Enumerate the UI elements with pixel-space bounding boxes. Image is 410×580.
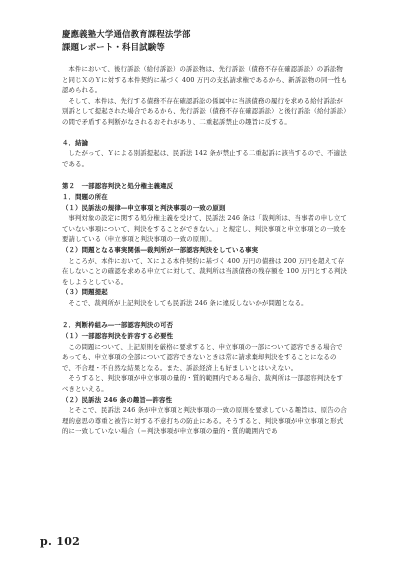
header-university: 慶應義塾大学通信教育課程法学部	[62, 29, 191, 39]
subsection-heading: （１）一部認容判決を許容する必要性	[62, 332, 174, 341]
subsection-heading: （１）民訴法の規律―申立事項と判決事項の一致の原則	[62, 203, 226, 212]
subsection-heading: （３）問題提起	[62, 288, 108, 297]
body-paragraph: そうすると、判決事項が申立事項の量的・質的範囲内である場合、裁判所は一部認容判決をすべきといえる。	[62, 374, 344, 394]
body-paragraph: この問題について、上記原則を厳格に要求すると、申立事項の一部について認容できる場合であっても、申立事項の全部について認容できないときは常に請求棄却判決をすることになるので、不合理・不自然な結果となる。また、訴訟経済上も好ましいとはいえない。	[62, 342, 343, 372]
subsection-heading: （２）問題となる事実関係―裁判所が一部認容判決をしている事実	[62, 245, 259, 254]
document-body	[62, 64, 348, 437]
chapter-heading: 第２ 一部認容判決と処分権主義違反	[62, 182, 174, 191]
body-paragraph: したがって、Ｙによる別訴提起は、民訴法 142 条が禁止する二重起訴に該当するので、不適法である。	[62, 149, 347, 168]
page-number: p. 102	[40, 535, 81, 548]
body-paragraph: ところが、本件において、Ｘによる本件契約に基づく 400 万円の債務は 200 万円を超えて存在しないことの確認を求める申立てに対して、裁判所は当該債務の残存額を 100 万円とする判決をしようとしている。	[62, 256, 348, 286]
section-heading: ２．判断枠組み―一部認容判決の可否	[62, 321, 174, 330]
document-header	[62, 28, 191, 54]
body-paragraph: とそこで、民訴法 246 条が申立事項と判決事項の一致の原則を要求している趣旨は、原告の合理的意思の尊重と被告に対する不意打ちの防止にある。そうすると、判決事項が申立事項と形式的に一致していない場合（＝判決事項が申立事項の量的・質的範囲内であ	[62, 406, 347, 436]
section-heading: １．問題の所在	[62, 192, 108, 201]
body-paragraph: そこで、裁判所が上記判決をしても民訴法 246 条に違反しないかが問題となる。	[68, 298, 308, 307]
body-paragraph: そして、本件は、先行する債務不存在確認訴訟の係属中に当該債務の履行を求める給付訴訟が別訴として提起された場合であるから、先行訴訟（債務不存在確認訴訟）と後行訴訟（給付訴訟）の間で矛盾する判断がなされるおそれがあり、二重起訴禁止の趣旨に反する。	[62, 96, 347, 126]
subsection-heading: （２）民訴法 246 条の趣旨―許容性	[62, 395, 173, 404]
body-paragraph: 本件において、後行訴訟（給付訴訟）の訴訟物は、先行訴訟（債務不存在確認訴訟）の訴訟物と同じＸのＹに対する本件契約に基づく 400 万円の支払請求権であるから、新訴訟物の同一性も認められる。	[62, 65, 348, 95]
section-heading: ４．結論	[62, 138, 89, 147]
body-paragraph: 事判対象の設定に関する処分権主義を受けて、民訴法 246 条は「裁判所は、当事者の申し立てていない事項について、判決をすることができない。」と規定し、判決事項と申立事項との一致を要請している（申立事項と判決事項の一致の原則）。	[62, 214, 347, 244]
header-report-type: 課題レポート・科目試験等	[62, 42, 165, 52]
